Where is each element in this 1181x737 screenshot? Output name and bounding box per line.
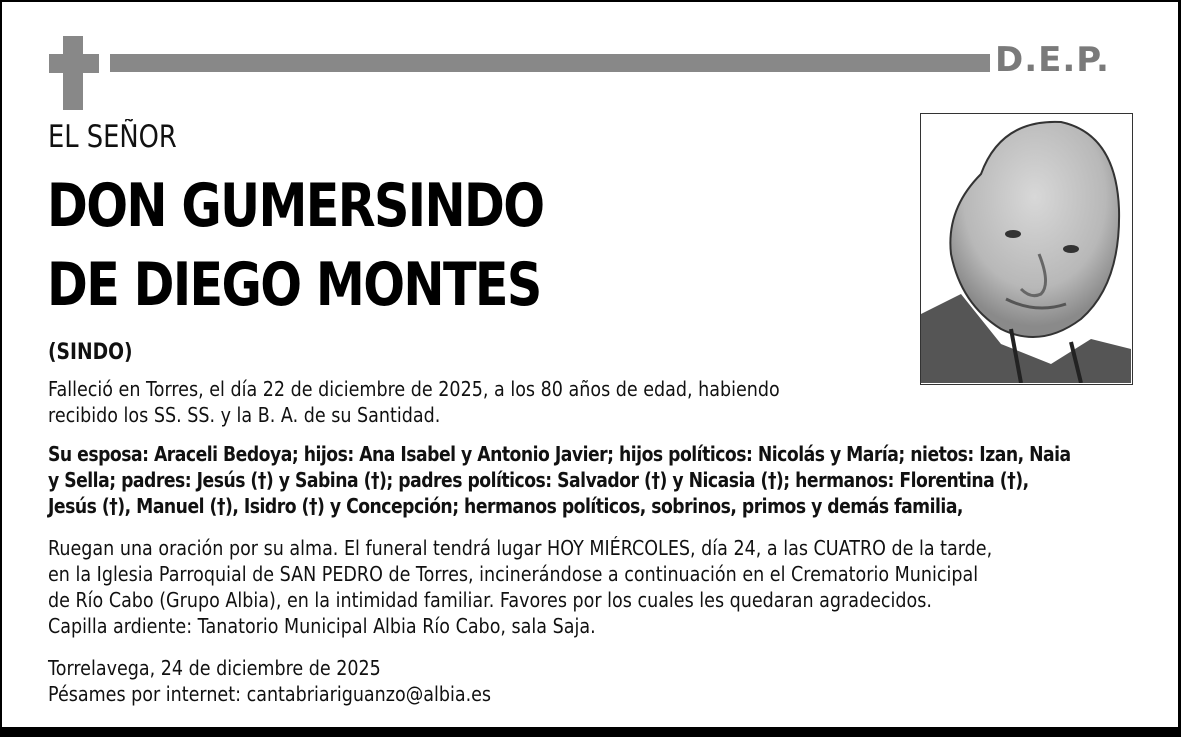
bottom-border-bar xyxy=(0,727,1181,737)
condolences-email-link[interactable]: cantabriariguanzo@albia.es xyxy=(246,682,492,706)
funeral-line: Ruegan una oración por su alma. El funeral tendrá lugar HOY MIÉRCOLES, día 24, a las CUATRO de la tarde, xyxy=(48,536,993,560)
funeral-line: Capilla ardiente: Tanatorio Municipal Albia Río Cabo, sala Saja. xyxy=(48,614,596,638)
condolences-label: Pésames por internet: xyxy=(48,682,247,706)
header-rule xyxy=(110,54,990,72)
family-list xyxy=(48,441,1071,519)
deceased-portrait xyxy=(920,113,1133,385)
funeral-line: de Río Cabo (Grupo Albia), en la intimidad familiar. Favores por los cuales les quedaran agradecidos. xyxy=(48,588,932,612)
deceased-name-line-1: DON GUMERSINDO xyxy=(47,171,544,241)
nickname: (SINDO) xyxy=(48,340,133,365)
portrait-image xyxy=(921,114,1131,383)
funeral-details xyxy=(48,535,992,639)
family-line: y Sella; padres: Jesús (†) y Sabina (†); padres políticos: Salvador (†) y Nicasia (†); hermanos: Florentina (†), xyxy=(48,468,1029,492)
deceased-name-line-2: DE DIEGO MONTES xyxy=(47,250,541,320)
cross-horizontal-bar xyxy=(49,54,99,73)
footer xyxy=(48,655,491,707)
dep-badge: D.E.P. xyxy=(995,40,1110,80)
honorific: EL SEÑOR xyxy=(48,119,177,155)
obituary-notice xyxy=(2,2,1178,727)
family-line: Jesús (†), Manuel (†), Isidro (†) y Concepción; hermanos políticos, sobrinos, primos y demás familia, xyxy=(48,494,963,518)
death-notice xyxy=(48,376,780,428)
funeral-line: en la Iglesia Parroquial de SAN PEDRO de Torres, incinerándose a continuación en el Crematorio Municipal xyxy=(48,562,979,586)
death-notice-line: Falleció en Torres, el día 22 de diciembre de 2025, a los 80 años de edad, habiendo xyxy=(48,377,780,401)
family-line: Su esposa: Araceli Bedoya; hijos: Ana Isabel y Antonio Javier; hijos políticos: Nicolás y María; nietos: Izan, Naia xyxy=(48,442,1071,466)
place-date: Torrelavega, 24 de diciembre de 2025 xyxy=(48,656,381,680)
cross-vertical-bar xyxy=(63,36,83,110)
death-notice-line: recibido los SS. SS. y la B. A. de su Santidad. xyxy=(48,403,441,427)
condolences-line xyxy=(48,681,491,707)
